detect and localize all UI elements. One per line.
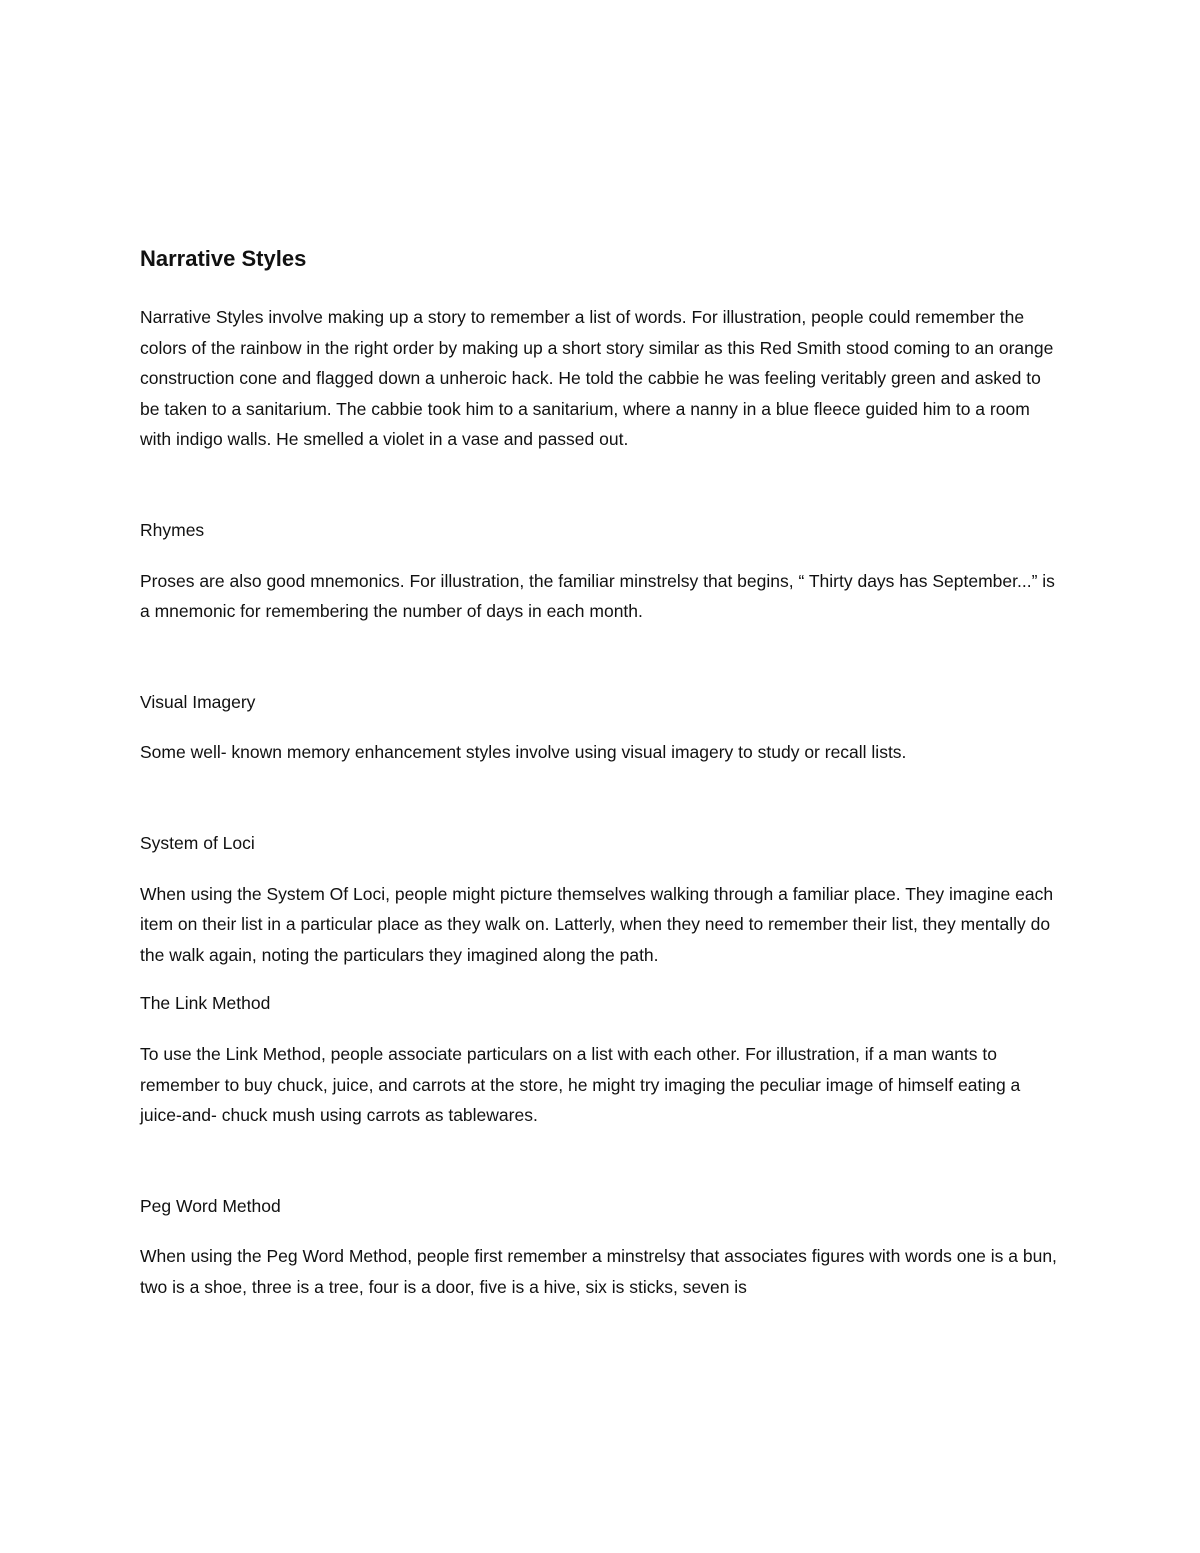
- document-content: [140, 242, 1060, 1302]
- section-link-method-body: To use the Link Method, people associate particulars on a list with each other. For illustration, if a man wants to remember to buy chuck, juice, and carrots at the store, he might try imaging the peculiar image of himself eating a juice-and- chuck mush using carrots as tablewares.: [140, 1043, 1021, 1126]
- section-peg-word-heading: Peg Word Method: [140, 1195, 281, 1216]
- section-rhymes-heading: Rhymes: [140, 519, 205, 540]
- section-link-method-heading: The Link Method: [140, 993, 271, 1014]
- section-visual-imagery-heading: Visual Imagery: [140, 691, 256, 712]
- document-title: Narrative Styles: [140, 246, 307, 271]
- section-rhymes-body: Proses are also good mnemonics. For illustration, the familiar minstrelsy that begins, “ Thirty days has September...” is a mnemonic for remembering the number of days in each month.: [140, 570, 1055, 622]
- section-peg-word-body: When using the Peg Word Method, people first remember a minstrelsy that associates figures with words one is a bun, two is a shoe, three is a tree, four is a door, five is a hive, six is sticks, seven is: [140, 1246, 1057, 1297]
- section-narrative-body: Narrative Styles involve making up a story to remember a list of words. For illustration, people could remember the colors of the rainbow in the right order by making up a short story similar as this Red Smith stood coming to an orange construction cone and flagged down a unheroic hack. He told the cabbie he was feeling veritably green and asked to be taken to a sanitarium. The cabbie took him to a sanitarium, where a nanny in a blue fleece guided him to a room with indigo walls. He smelled a violet in a vase and passed out.: [140, 307, 1054, 450]
- section-system-of-loci-heading: System of Loci: [140, 832, 255, 853]
- section-visual-imagery-body: Some well- known memory enhancement styles involve using visual imagery to study or recall lists.: [140, 742, 907, 763]
- section-system-of-loci-body: When using the System Of Loci, people might picture themselves walking through a familiar place. They imagine each item on their list in a particular place as they walk on. Latterly, when they need to remember their list, they mentally do the walk again, noting the particulars they imagined along the path.: [140, 883, 1054, 965]
